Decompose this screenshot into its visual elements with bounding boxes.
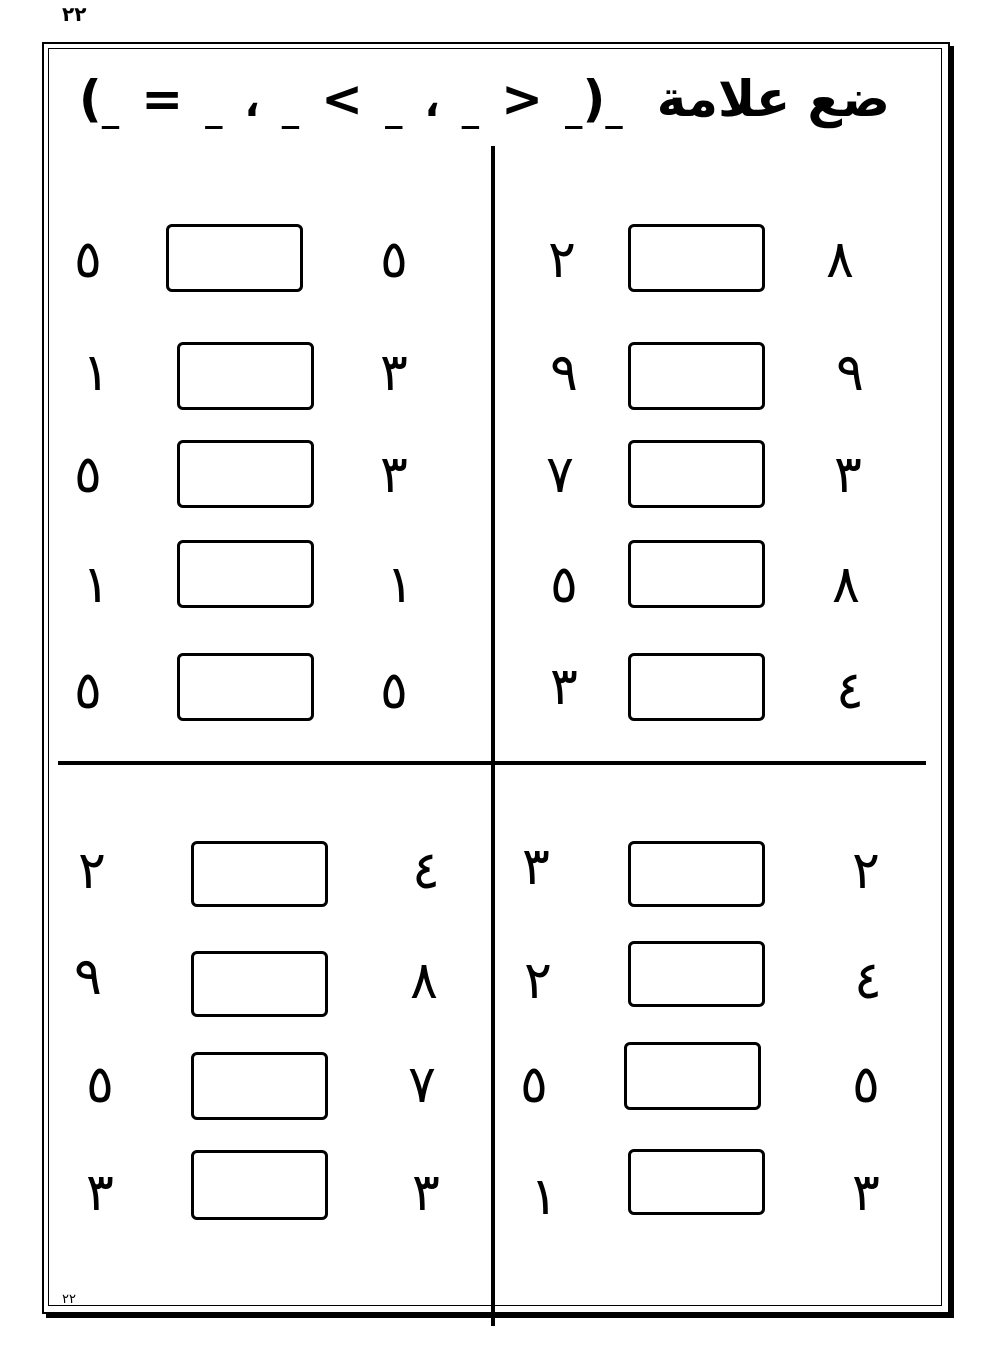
left-number: ١ (386, 555, 414, 615)
answer-box[interactable] (191, 1150, 328, 1220)
answer-box[interactable] (628, 1149, 765, 1215)
right-number: ٩ (74, 947, 102, 1007)
left-number: ٤ (412, 841, 440, 901)
left-number: ٣ (412, 1163, 440, 1223)
horizontal-divider (58, 761, 926, 765)
title-comma-1: ، (424, 80, 440, 126)
instruction-title (78, 70, 890, 150)
left-number: ٥ (380, 661, 408, 721)
title-comma-2: ، (244, 80, 260, 126)
left-number: ٥ (852, 1055, 880, 1115)
title-symbol-greater: > (321, 70, 364, 128)
right-number: ٢ (524, 951, 552, 1011)
answer-box[interactable] (191, 841, 328, 907)
page-number-bottom: ٢٢ (62, 1292, 76, 1307)
answer-box[interactable] (191, 1052, 328, 1120)
title-text: ضع علامة (656, 70, 890, 128)
title-symbol-equal: = (141, 70, 184, 128)
right-number: ٥ (74, 445, 102, 505)
answer-box[interactable] (191, 951, 328, 1017)
right-number: ٢ (548, 230, 576, 290)
left-number: ٣ (852, 1163, 880, 1223)
right-number: ٥ (86, 1055, 114, 1115)
answer-box[interactable] (177, 540, 314, 608)
right-number: ٥ (74, 230, 102, 290)
title-symbol-less: < (501, 70, 544, 128)
answer-box[interactable] (628, 540, 765, 608)
right-number: ٥ (74, 661, 102, 721)
right-number: ٥ (520, 1055, 548, 1115)
vertical-divider (491, 146, 495, 1326)
answer-box[interactable] (628, 653, 765, 721)
right-number: ١ (82, 555, 110, 615)
title-close-paren: ) (78, 70, 102, 128)
answer-box[interactable] (628, 941, 765, 1007)
left-number: ٣ (834, 445, 862, 505)
right-number: ٩ (550, 343, 578, 403)
right-number: ٥ (550, 555, 578, 615)
right-number: ١ (82, 343, 110, 403)
right-number: ٢ (78, 841, 106, 901)
answer-box[interactable] (628, 342, 765, 410)
title-open-paren: ( (582, 70, 606, 128)
answer-box[interactable] (177, 653, 314, 721)
left-number: ٣ (380, 445, 408, 505)
left-number: ٩ (836, 343, 864, 403)
answer-box[interactable] (628, 224, 765, 292)
answer-box[interactable] (177, 342, 314, 410)
answer-box[interactable] (628, 440, 765, 508)
left-number: ٨ (826, 230, 854, 290)
answer-box[interactable] (624, 1042, 761, 1110)
left-number: ٢ (852, 841, 880, 901)
answer-box[interactable] (166, 224, 303, 292)
left-number: ٤ (836, 661, 864, 721)
right-number: ٣ (522, 837, 550, 897)
left-number: ٧ (408, 1055, 436, 1115)
right-number: ٧ (546, 445, 574, 505)
right-number: ١ (530, 1167, 558, 1227)
left-number: ٨ (832, 555, 860, 615)
right-number: ٣ (86, 1163, 114, 1223)
page-number-top: ٢٢ (62, 2, 87, 26)
left-number: ٤ (854, 951, 882, 1011)
answer-box[interactable] (177, 440, 314, 508)
right-number: ٣ (550, 657, 578, 717)
left-number: ٥ (380, 230, 408, 290)
left-number: ٣ (380, 343, 408, 403)
left-number: ٨ (410, 951, 438, 1011)
answer-box[interactable] (628, 841, 765, 907)
